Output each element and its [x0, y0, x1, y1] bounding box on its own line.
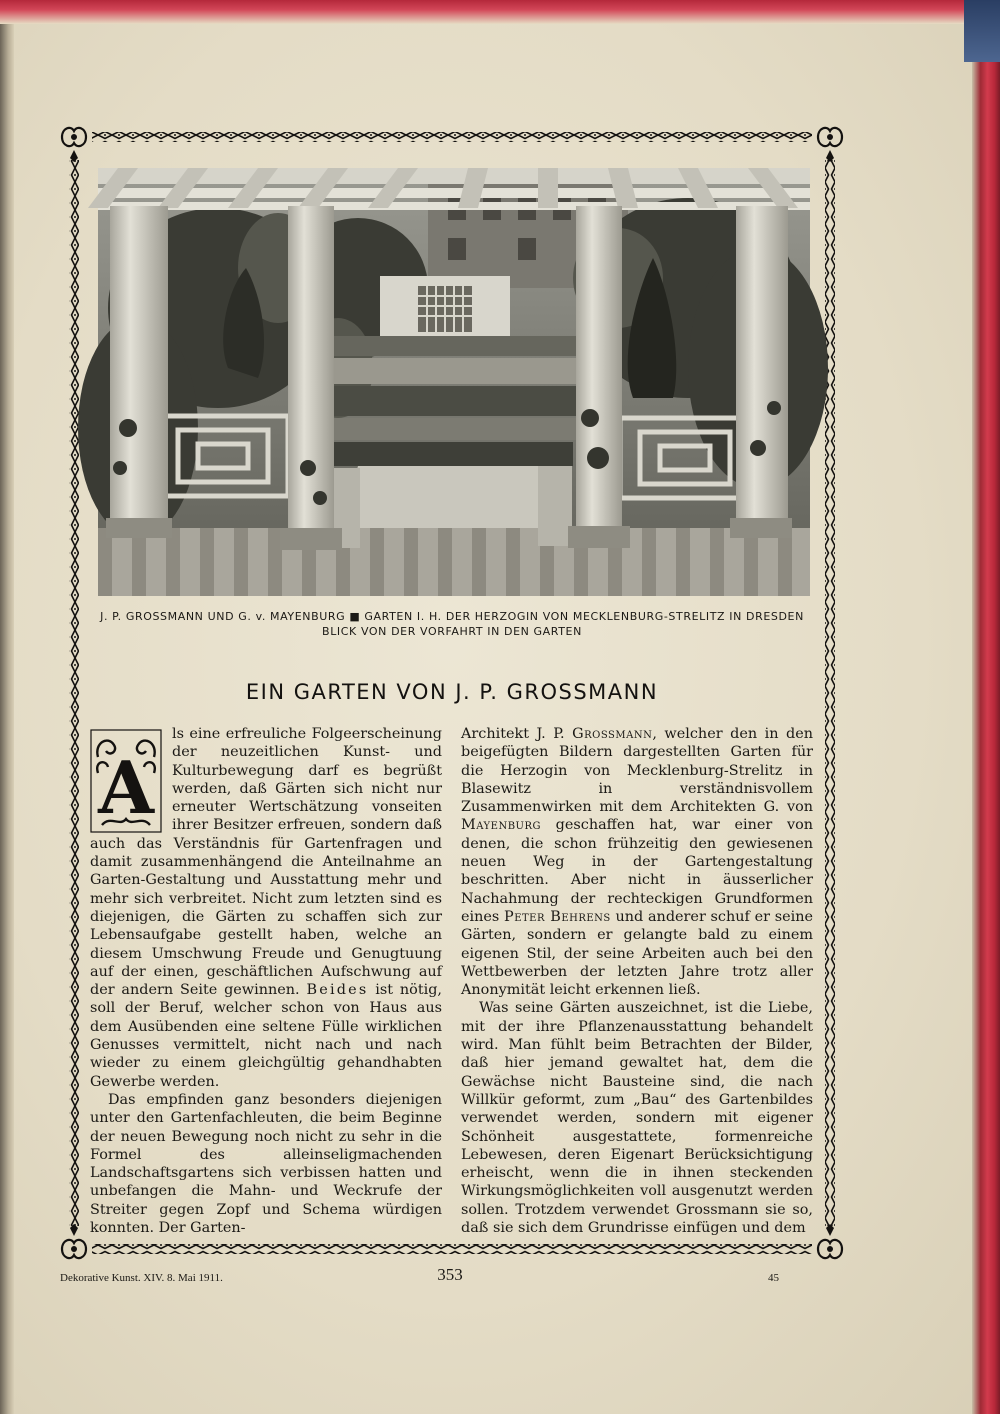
right-text-4: und anderer schuf er seine Gärten, sondern er gelangte bald zu einem eigenen Stil, der seine Arbeiten auch bei den Wettbewerben der letzten Jahre trotz aller Anonymität leicht erkennen ließ. — [461, 908, 813, 999]
paragraph-right-2: Was seine Gärten auszeichnet, ist die Liebe, mit der ihre Pflanzenausstattung behandelt wird. Man fühlt beim Betrachten der Bilder, daß hier jemand gewaltet hat, dem die Gewächse nicht Bausteine sind, die nach Willkür geformt, zum „Bau“ des Gartenbildes verwendet werden, sondern mit eigener Schönheit ausgestattete, formenreiche Lebewesen, deren Eigenart Berücksichtigung erheischt, wenn die in ihnen steckenden Wirkungsmöglichkeiten voll ausgenutzt werden sollen. Trotzdem verwendet Grossmann sie so, daß sie sich dem Grundrisse einfügen und dem — [461, 1000, 813, 1237]
right-text-2: , welcher den in den beigefügten Bildern dargestellten Garten für die Herzogin von Mecklenburg-Strelitz in Blasewitz in verständnisvollem Zusammenwirken mit dem Architekten G. von — [461, 726, 813, 816]
text-column-left — [90, 725, 442, 1237]
article-title: EIN GARTEN VON J. P. GROSSMANN — [245, 680, 659, 704]
journal-reference: Dekorative Kunst. XIV. 8. Mai 1911. — [60, 1272, 223, 1284]
photo-caption-line-2: BLICK VON DER VORFAHRT IN DEN GARTEN — [322, 625, 582, 638]
border-right-band — [825, 160, 835, 1226]
text-column-right — [461, 725, 814, 1237]
photo-caption-line-1: J. P. GROSSMANN UND G. v. MAYENBURG ■ GARTEN I. H. DER HERZOGIN VON MECKLENBURG-STRELITZ IN DRESDEN — [100, 610, 804, 623]
border-bottom-band — [92, 1244, 812, 1254]
paragraph-1-start: ls eine erfreuliche Folgeerscheinung der neuzeitlichen Kunst- und Kulturbewegung darf es begrüßt werden, daß Gärten sich nicht nur erneuter Wertschätzung vonseiten ihrer Besitzer erfreuen, sondern daß auch das Verständnis für Gartenfragen und damit zusammenhängend die Anteilnahme an Garten-Gestaltung und Ausstattung mehr und mehr sich verbreitet. Nicht zum letzten sind es diejenigen, die Gärten zu schaffen sich zur Lebensaufgabe gestellt haben, welche an diesem Umschwung Freude und Genugtuung auf der einen, geschäftlichen Aufschwung auf der andern Seite gewinnen. — [90, 726, 442, 999]
name-peter-behrens: Peter Behrens — [504, 908, 611, 925]
sheet-number: 45 — [768, 1272, 779, 1284]
decorative-initial — [90, 729, 162, 833]
emphasis-beides: Beides — [306, 982, 369, 999]
right-text-3: geschaffen hat, war einer von denen, die schon frühzeitig den gewiesenen neuen Weg in der Gartengestaltung beschritten. Aber nicht in äusserlicher Nachahmung der rechteckigen Grundformen eines — [461, 817, 814, 925]
paragraph-2: Das empfinden ganz besonders diejenigen unter den Gartenfachleuten, die beim Beginne der neuen Bewegung noch nicht zu sehr in die Formel des alleinseligmachenden Landschaftsgartens sich verbissen hatten und unbefangen die Mahn- und Weckrufe der Streiter gegen Zopf und Schema würdigen konnten. Der Garten- — [90, 1091, 442, 1237]
garden-photograph — [98, 168, 810, 596]
svg-text:A: A — [98, 745, 154, 830]
border-top-band — [92, 132, 812, 142]
page-number: 353 — [437, 1265, 463, 1284]
name-grossmann: Grossmann — [572, 726, 653, 742]
paragraph-1-end: ist nötig, soll der Beruf, welcher schon von Haus aus dem Ausübenden eine seltene Fülle wirklichen Genusses vermittelt, nicht nach und nach wieder zu einem gleichgültig gehandhabten Gewerbe werden. — [90, 982, 442, 1090]
name-mayenburg: Mayenburg — [461, 817, 541, 834]
border-left-band — [69, 160, 79, 1226]
right-text-1: Architekt J. P. — [461, 726, 565, 742]
